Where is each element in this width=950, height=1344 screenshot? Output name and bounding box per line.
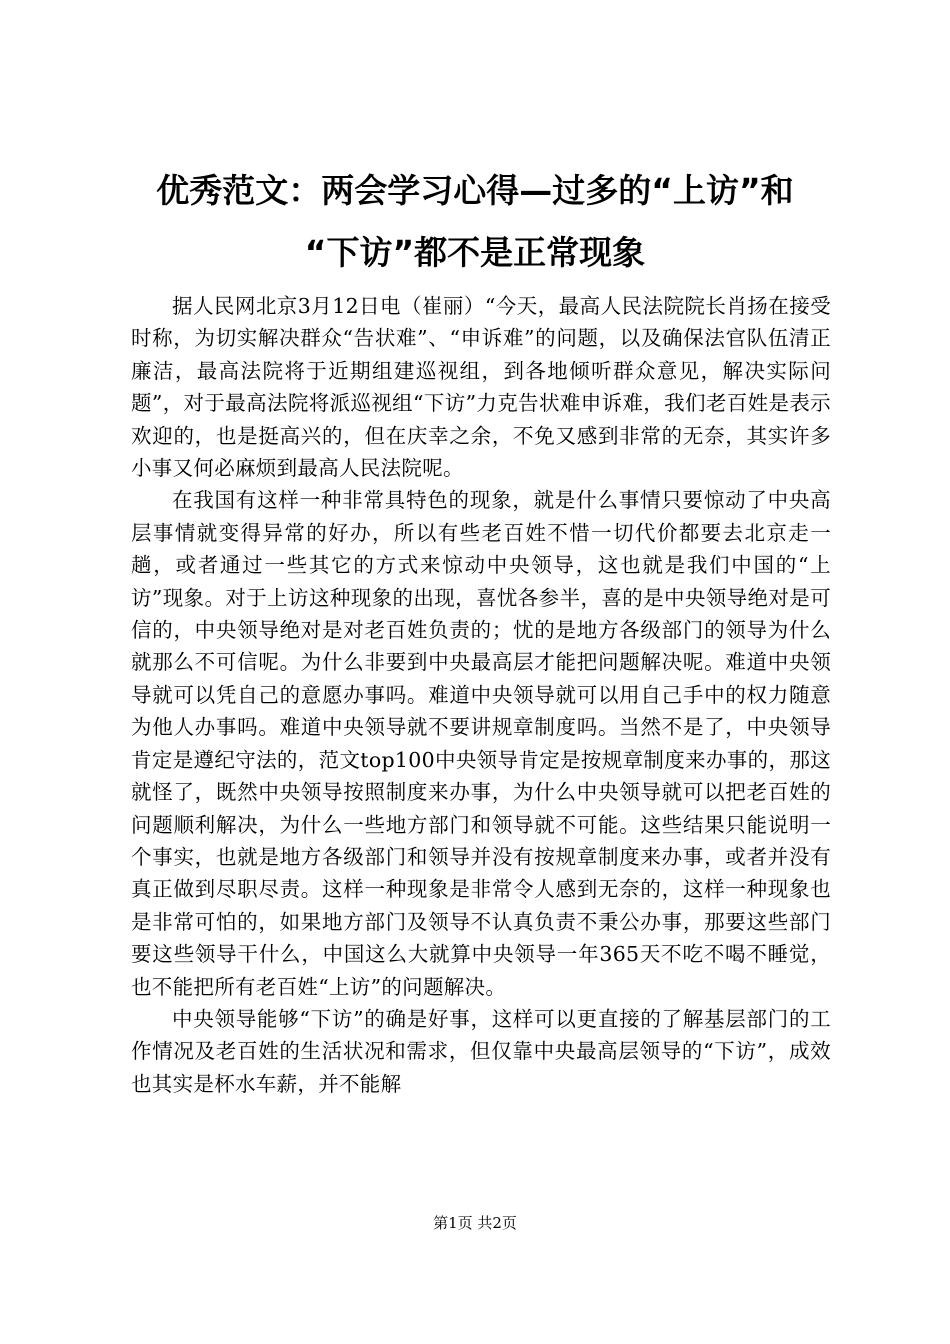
page-title <box>100 160 850 284</box>
paragraph-1: 据人民网北京3月12日电（崔丽）“今天，最高人民法院院长肖扬在接受时称，为切实解决群众“告状难”、“申诉难”的问题，以及确保法官队伍清正廉洁，最高法院将于近期组建巡视组，到各地倾听群众意见，解决实际问题”，对于最高法院将派巡视组“下访”力克告状难申诉难，我们老百姓是表示欢迎的，也是挺高兴的，但在庆幸之余，不免又感到非常的无奈，其实许多小事又何必麻烦到最高人民法院呢。 <box>131 294 831 481</box>
title-line-2: “下访”都不是正常现象 <box>304 233 646 272</box>
title-line-1: 优秀范文：两会学习心得—过多的“上访”和 <box>156 171 794 210</box>
article-body <box>131 290 831 1100</box>
paragraph-2: 在我国有这样一种非常具特色的现象，就是什么事情只要惊动了中央高层事情就变得异常的好办，所以有些老百姓不惜一切代价都要去北京走一趟，或者通过一些其它的方式来惊动中央领导，这也就是我们中国的“上访”现象。对于上访这种现象的出现，喜忧各参半，喜的是中央领导绝对是可信的，中央领导绝对是对老百姓负责的；忧的是地方各级部门的领导为什么就那么不可信呢。为什么非要到中央最高层才能把问题解决呢。难道中央领导就可以凭自己的意愿办事吗。难道中央领导就可以用自己手中的权力随意为他人办事吗。难道中央领导就不要讲规章制度吗。当然不是了，中央领导肯定是遵纪守法的，范文top100中央领导肯定是按规章制度来办事的，那这就怪了，既然中央领导按照制度来办事，为什么中央领导就可以把老百姓的问题顺利解决，为什么一些地方部门和领导就不可能。这些结果只能说明一个事实，也就是地方各级部门和领导并没有按规章制度来办事，或者并没有真正做到尽职尽责。这样一种现象是非常令人感到无奈的，这样一种现象也是非常可怕的，如果地方部门及领导不认真负责不秉公办事，那要这些部门要这些领导干什么，中国这么大就算中央领导一年365天不吃不喝不睡觉，也不能把所有老百姓“上访”的问题解决。 <box>131 488 831 999</box>
page-number-footer: 第1页 共2页 <box>433 1214 517 1232</box>
paragraph-3: 中央领导能够“下访”的确是好事，这样可以更直接的了解基层部门的工作情况及老百姓的生活状况和需求，但仅靠中央最高层领导的“下访”，成效也其实是杯水车薪，并不能解 <box>131 1006 831 1096</box>
